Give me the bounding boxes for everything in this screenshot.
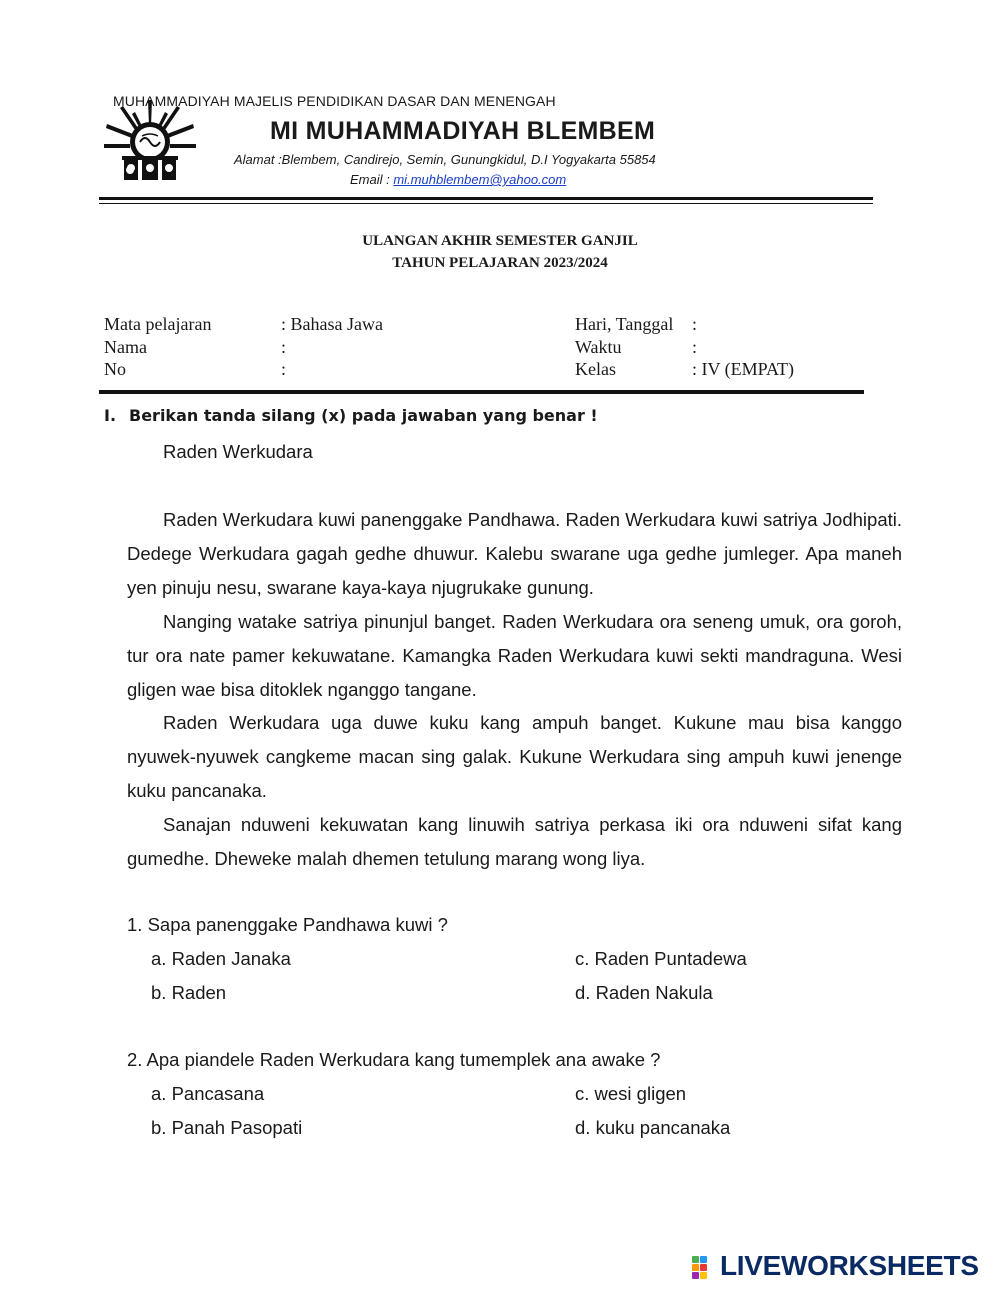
section-instruction: Berikan tanda silang (x) pada jawaban yang benar !	[129, 406, 598, 425]
q1-option-a[interactable]: a. Raden Janaka	[151, 948, 291, 969]
q2-option-d[interactable]: d. kuku pancanaka	[575, 1117, 731, 1138]
q1-option-c[interactable]: c. Raden Puntadewa	[575, 948, 747, 969]
exam-title: ULANGAN AKHIR SEMESTER GANJIL	[362, 233, 638, 249]
story-paragraph: Raden Werkudara kuwi panenggake Pandhawa. Raden Werkudara kuwi satriya Jodhipati. Dedege Werkudara gagah gedhe dhuwur. Kalebu swarane uga gedhe jumleger. Apa maneh yen pinuju nesu, swarane kaya-kaya njugrukake gunung.	[127, 509, 902, 598]
day-field[interactable]: :	[692, 314, 698, 334]
subject-label: Mata pelajaran	[104, 314, 212, 334]
muhammadiyah-sun-logo-icon	[100, 96, 200, 189]
email-label: Email :	[350, 172, 394, 187]
no-label: No	[104, 359, 126, 379]
liveworksheets-blocks-icon	[692, 1256, 716, 1285]
header-rule-thin	[99, 203, 873, 204]
story-paragraph: Raden Werkudara uga duwe kuku kang ampuh banget. Kukune mau bisa kanggo nyuwek-nyuwek cangkeme macan sing galak. Kukune Werkudara sing ampuh kuwi jenenge kuku pancanaka.	[127, 712, 902, 801]
email-link[interactable]: mi.muhblembem@yahoo.com	[393, 172, 567, 187]
q2-option-a[interactable]: a. Pancasana	[151, 1083, 265, 1104]
section-number: I.	[104, 406, 117, 425]
question-2: 2. Apa piandele Raden Werkudara kang tumemplek ana awake ?	[127, 1049, 661, 1070]
story-paragraph: Sanajan nduweni kekuwatan kang linuwih satriya perkasa iki ora nduweni sifat kang gumedhe. Dheweke malah dhemen tetulung marang wong liya.	[127, 814, 902, 869]
liveworksheets-brand[interactable]: LIVEWORKSHEETS	[720, 1250, 979, 1281]
school-name: MI MUHAMMADIYAH BLEMBEM	[270, 117, 656, 145]
organization-name: MUHAMMADIYAH MAJELIS PENDIDIKAN DASAR DAN MENENGAH	[113, 93, 556, 109]
school-address: Alamat :Blembem, Candirejo, Semin, Gunungkidul, D.I Yogyakarta 55854	[234, 152, 656, 167]
story-paragraph: Nanging watake satriya pinunjul banget. Raden Werkudara ora seneng umuk, ora goroh, tur ora nate pamer kekuwatane. Kamangka Raden Werkudara kuwi sekti mandraguna. Wesi gligen wae bisa ditoklek nganggo tangane.	[127, 611, 902, 700]
q1-option-b[interactable]: b. Raden	[151, 982, 227, 1003]
q1-option-d[interactable]: d. Raden Nakula	[575, 982, 713, 1003]
name-label: Nama	[104, 337, 147, 357]
q2-option-c[interactable]: c. wesi gligen	[575, 1083, 687, 1104]
subject-value: : Bahasa Jawa	[281, 314, 383, 334]
name-field[interactable]: :	[281, 337, 287, 357]
q2-option-b[interactable]: b. Panah Pasopati	[151, 1117, 303, 1138]
no-field[interactable]: :	[281, 359, 287, 379]
day-label: Hari, Tanggal	[575, 314, 674, 334]
class-label: Kelas	[575, 359, 616, 379]
info-rule	[99, 390, 864, 394]
header-rule-thick	[99, 197, 873, 200]
time-label: Waktu	[575, 337, 622, 357]
story-title: Raden Werkudara	[163, 441, 313, 462]
class-value: : IV (EMPAT)	[692, 359, 795, 379]
time-field[interactable]: :	[692, 337, 698, 357]
exam-year: TAHUN PELAJARAN 2023/2024	[392, 255, 608, 271]
question-1: 1. Sapa panenggake Pandhawa kuwi ?	[127, 914, 448, 935]
email-line	[350, 172, 566, 187]
